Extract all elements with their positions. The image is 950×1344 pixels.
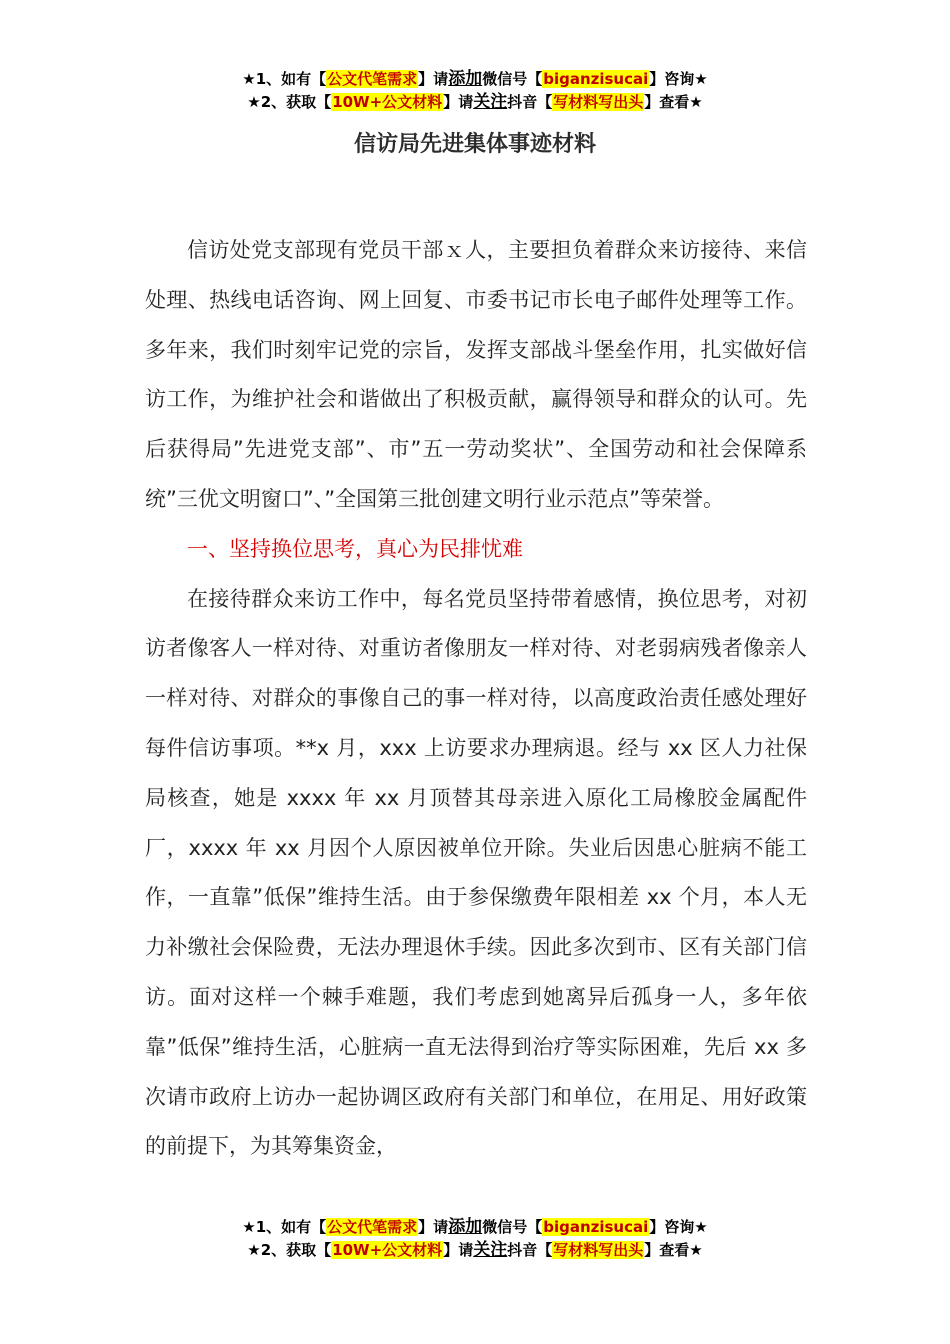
promo-highlight: 公文代笔需求 <box>327 1218 418 1236</box>
promo-text: ★1、如有【 <box>242 1218 327 1236</box>
promo-text: 微信号【 <box>482 1218 543 1236</box>
promo-emphasis: 关注 <box>473 1240 508 1260</box>
promo-text: ★2、获取【 <box>247 1241 332 1259</box>
promo-text: 】请 <box>418 1218 449 1236</box>
promo-line-1 <box>0 68 950 91</box>
promo-text: 】查看★ <box>644 93 703 111</box>
bottom-promo-banner <box>0 1216 950 1262</box>
douyin-account: 写材料写出头 <box>553 1241 644 1259</box>
promo-highlight: 10W+公文材料 <box>332 93 443 111</box>
promo-text: ★2、获取【 <box>247 93 332 111</box>
section-heading: 一、坚持换位思考，真心为民排忧难 <box>187 536 523 561</box>
promo-emphasis: 关注 <box>473 92 508 112</box>
promo-text: 微信号【 <box>482 70 543 88</box>
document-body <box>145 226 807 1172</box>
promo-text: 】请 <box>443 1241 474 1259</box>
promo-text: 抖音【 <box>507 93 553 111</box>
douyin-account: 写材料写出头 <box>553 93 644 111</box>
promo-highlight: 10W+公文材料 <box>332 1241 443 1259</box>
promo-text: 】咨询★ <box>649 70 708 88</box>
body-paragraph: 在接待群众来访工作中，每名党员坚持带着感情，换位思考，对初访者像客人一样对待、对重访者像朋友一样对待、对老弱病残者像亲人一样对待、对群众的事像自己的事一样对待，以高度政治责任感处理好每件信访事项。**x 月，xxx 上访要求办理病退。经与 xx 区人力社保局核查，她是 xxxx 年 xx 月顶替其母亲进入原化工局橡胶金属配件厂，xxxx 年 xx 月因个人原因被单位开除。失业后因患心脏病不能工作，一直靠”低保”维持生活。由于参保缴费年限相差 xx 个月，本人无力补缴社会保险费，无法办理退休手续。因此多次到市、区有关部门信访。面对这样一个棘手难题，我们考虑到她离异后孤身一人，多年依靠”低保”维持生活，心脏病一直无法得到治疗等实际困难，先后 xx 多次请市政府上访办一起协调区政府有关部门和单位，在用足、用好政策的前提下，为其筹集资金， <box>145 586 807 1159</box>
promo-line-1 <box>0 1216 950 1239</box>
promo-emphasis: 添加 <box>448 1217 483 1237</box>
promo-text: 】请 <box>443 93 474 111</box>
promo-highlight: 公文代笔需求 <box>327 70 418 88</box>
promo-text: ★1、如有【 <box>242 70 327 88</box>
promo-emphasis: 添加 <box>448 69 483 89</box>
promo-text: 】请 <box>418 70 449 88</box>
promo-text: 】查看★ <box>644 1241 703 1259</box>
top-promo-banner <box>0 68 950 114</box>
wechat-id: biganzisucai <box>543 1218 649 1236</box>
document-title: 信访局先进集体事迹材料 <box>353 132 596 157</box>
promo-line-2 <box>0 1239 950 1262</box>
promo-text: 】咨询★ <box>649 1218 708 1236</box>
body-paragraph: 信访处党支部现有党员干部ｘ人，主要担负着群众来访接待、来信处理、热线电话咨询、网上回复、市委书记市长电子邮件处理等工作。多年来，我们时刻牢记党的宗旨，发挥支部战斗堡垒作用，扎实做好信访工作，为维护社会和谐做出了积极贡献，赢得领导和群众的认可。先后获得局”先进党支部”、市”五一劳动奖状”、全国劳动和社会保障系统”三优文明窗口”、”全国第三批创建文明行业示范点”等荣誉。 <box>145 238 807 511</box>
promo-line-2 <box>0 91 950 114</box>
wechat-id: biganzisucai <box>543 70 649 88</box>
promo-text: 抖音【 <box>507 1241 553 1259</box>
